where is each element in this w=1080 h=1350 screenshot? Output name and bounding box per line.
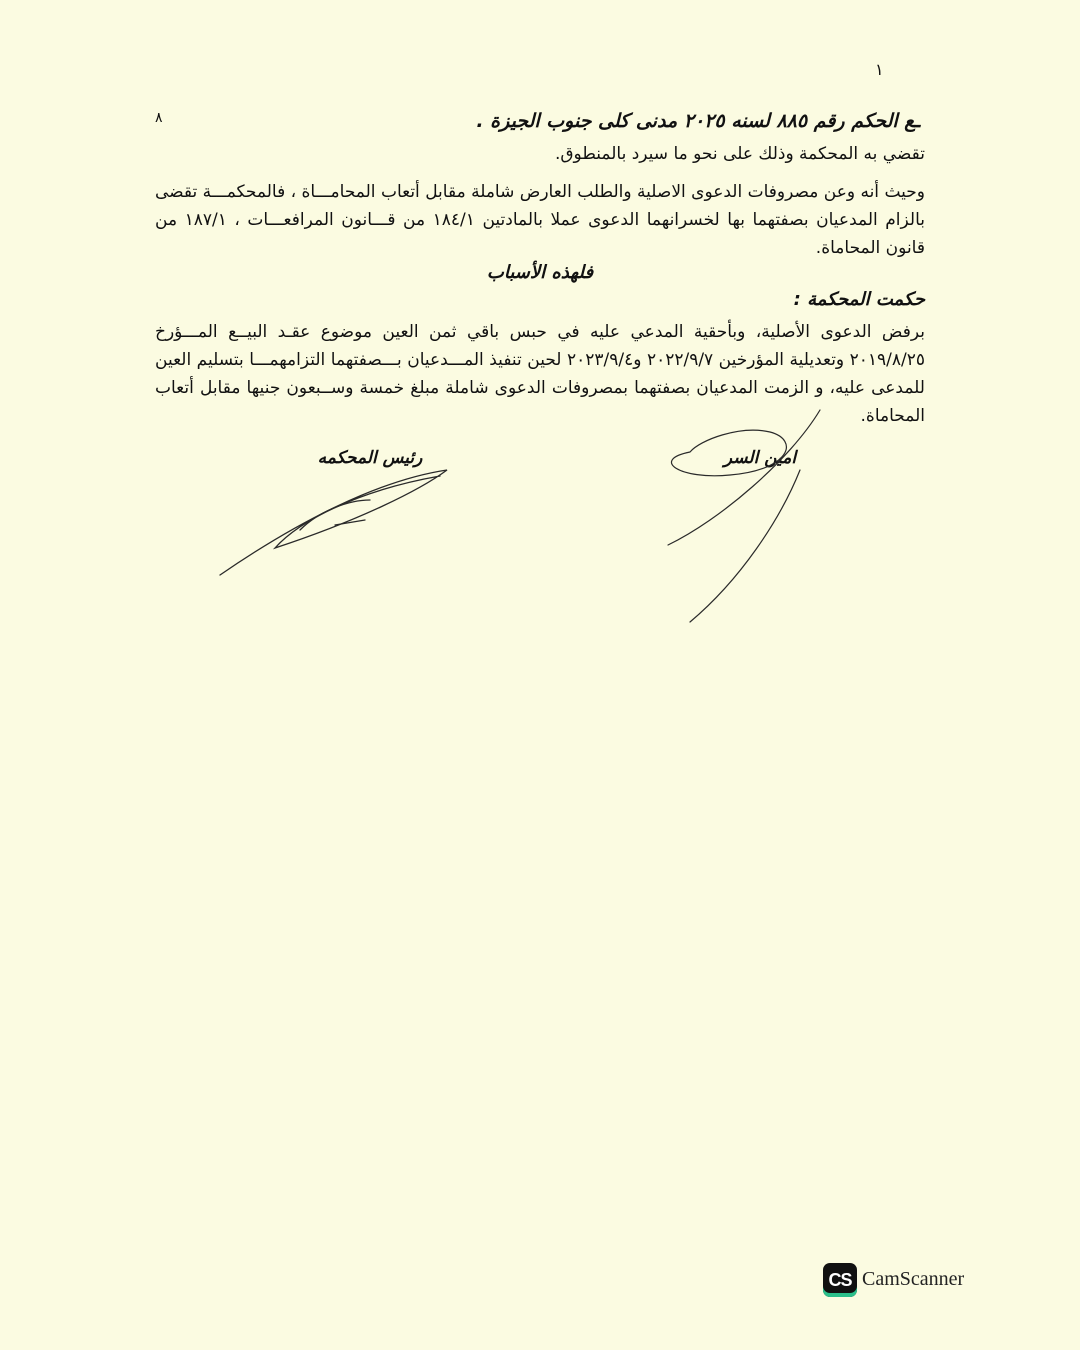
president-signature-stroke	[220, 470, 447, 575]
camscanner-logo-icon: CS	[823, 1263, 857, 1297]
paragraph-costs: وحيث أنه وعن مصروفات الدعوى الاصلية والطلب العارض شاملة مقابل أتعاب المحامـــاة ، فالمحكمـــة تقضى بالزام المدعيان بصفتهما بها لخسرانهما الدعوى عملا بالمادتين ١٨٤/١ من قـــانون المرافعـــات ، ١٨٧/١ من قانون المحاماة.	[155, 182, 925, 258]
secretary-signature-stroke	[668, 410, 820, 545]
president-signature-stroke-3	[335, 520, 365, 525]
ruling-heading: حكمت المحكمة :	[793, 289, 925, 310]
paragraph-continuation: تقضي به المحكمة وذلك على نحو ما سيرد بالمنطوق.	[554, 144, 925, 164]
paragraph-ruling: برفض الدعوى الأصلية، وبأحقية المدعي عليه في حبس باقي ثمن العين موضوع عقـد البيــع المـــؤرخ ٢٠١٩/٨/٢٥ وتعديلية المؤرخين ٢٠٢٢/٩/٧ و٢٠٢٣/٩/٤ لحين تنفيذ المـــدعيان بـــصفتهما التزامهمـــا بتسليم العين للمدعى عليه، و الزمت المدعيان بصفتهما بمصروفات الدعوى شاملة مبلغ خمسة وســبعون جنيها مقابل أتعاب المحاماة.	[155, 322, 925, 426]
president-signature-label: رئيس المحكمه	[317, 448, 423, 468]
page-number-top: ١	[875, 60, 884, 79]
president-signature-stroke-2	[300, 500, 370, 530]
camscanner-watermark-text: CamScanner	[862, 1268, 965, 1290]
reasons-heading: فلهذه الأسباب	[486, 262, 594, 283]
judgment-reference-header: ـع الحكم رقم ٨٨٥ لسنه ٢٠٢٥ مدنى كلى جنوب الجيزة .	[476, 110, 920, 132]
page-number-side: ٨	[155, 110, 163, 126]
secretary-signature-label: امين السر	[723, 448, 797, 468]
secretary-signature-tail	[690, 470, 800, 622]
